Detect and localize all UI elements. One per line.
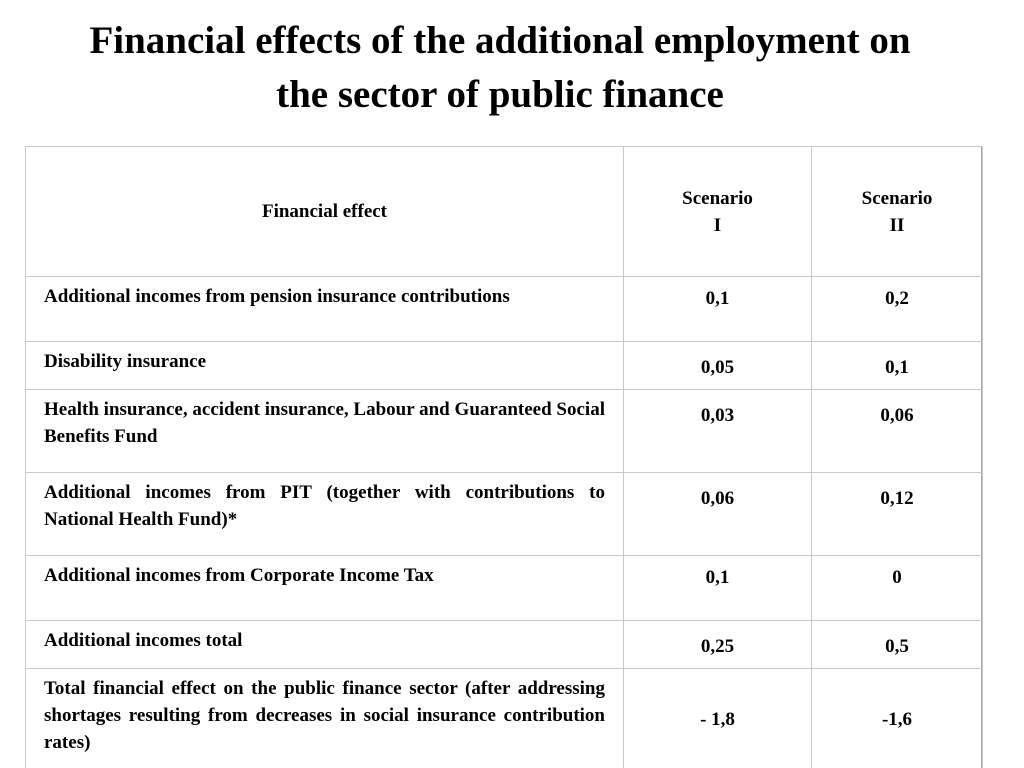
row-1-scenario-2: 0,2 bbox=[812, 277, 983, 342]
header-scenario-1 bbox=[624, 147, 812, 277]
header-financial-effect: Financial effect bbox=[26, 147, 624, 277]
financial-effects-table-frame bbox=[25, 146, 982, 768]
table-row bbox=[26, 556, 983, 621]
table-row bbox=[26, 621, 983, 669]
header-scenario-2 bbox=[812, 147, 983, 277]
header-scenario-1-line-2: I bbox=[713, 214, 722, 236]
row-6-scenario-2: 0,5 bbox=[812, 621, 983, 669]
row-2-effect: Disability insurance bbox=[26, 342, 624, 390]
slide-title-line-2: the sector of public finance bbox=[276, 73, 724, 116]
table-row bbox=[26, 390, 983, 473]
table-row bbox=[26, 473, 983, 556]
table-row bbox=[26, 342, 983, 390]
financial-effects-table bbox=[25, 146, 983, 768]
row-5-effect: Additional incomes from Corporate Income Tax bbox=[26, 556, 624, 621]
header-scenario-1-line-1: Scenario bbox=[682, 187, 753, 209]
header-scenario-2-line-2: II bbox=[889, 214, 905, 236]
row-6-scenario-1: 0,25 bbox=[624, 621, 812, 669]
row-1-effect: Additional incomes from pension insurance contributions bbox=[26, 277, 624, 342]
row-7-effect: Total financial effect on the public finance sector (after addressing shortages resulting from decreases in social insurance contribution rates) bbox=[26, 669, 624, 768]
row-3-effect: Health insurance, accident insurance, Labour and Guaranteed Social Benefits Fund bbox=[26, 390, 624, 473]
row-2-scenario-1: 0,05 bbox=[624, 342, 812, 390]
table-row bbox=[26, 669, 983, 768]
row-4-scenario-2: 0,12 bbox=[812, 473, 983, 556]
slide-title bbox=[0, 14, 1000, 122]
row-7-scenario-1: - 1,8 bbox=[624, 669, 812, 768]
table-row bbox=[26, 277, 983, 342]
row-4-effect: Additional incomes from PIT (together with contributions to National Health Fund)* bbox=[26, 473, 624, 556]
slide-title-line-1: Financial effects of the additional employment on bbox=[89, 19, 911, 62]
row-6-effect: Additional incomes total bbox=[26, 621, 624, 669]
row-7-scenario-2: -1,6 bbox=[812, 669, 983, 768]
table-header-row bbox=[26, 147, 983, 277]
row-5-scenario-1: 0,1 bbox=[624, 556, 812, 621]
row-4-scenario-1: 0,06 bbox=[624, 473, 812, 556]
row-2-scenario-2: 0,1 bbox=[812, 342, 983, 390]
header-scenario-2-line-1: Scenario bbox=[861, 187, 933, 209]
row-3-scenario-1: 0,03 bbox=[624, 390, 812, 473]
row-5-scenario-2: 0 bbox=[812, 556, 983, 621]
row-3-scenario-2: 0,06 bbox=[812, 390, 983, 473]
row-1-scenario-1: 0,1 bbox=[624, 277, 812, 342]
